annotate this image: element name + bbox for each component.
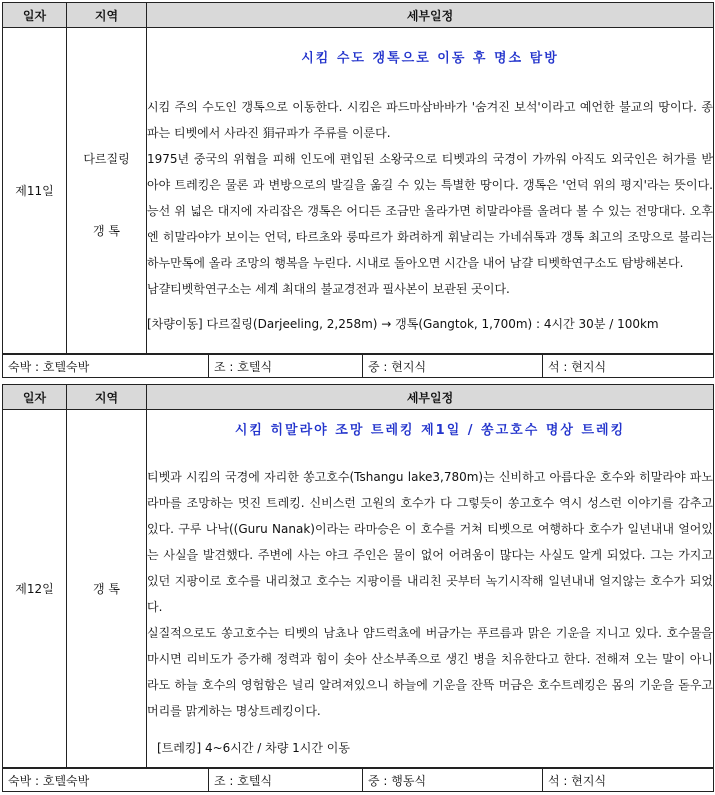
day-number: 제11일 bbox=[3, 28, 67, 354]
region-line: 다르질링 bbox=[83, 151, 130, 166]
header-region: 지역 bbox=[67, 385, 147, 410]
region-cell bbox=[67, 410, 147, 768]
meal-footer bbox=[2, 768, 714, 792]
breakfast-cell: 조 : 호텔식 bbox=[209, 355, 363, 378]
day-11-schedule bbox=[2, 2, 713, 378]
day-title: 시킴 히말라야 조망 트레킹 제1일 / 쏭고호수 명상 트레킹 bbox=[234, 422, 626, 438]
detail-cell bbox=[147, 28, 714, 354]
header-row bbox=[3, 385, 714, 410]
detail-paragraph: 남걀티벳학연구소는 세계 최대의 불교경전과 필사본이 보관된 곳이다. bbox=[147, 281, 510, 296]
schedule-table bbox=[2, 2, 714, 354]
dinner-cell: 석 : 현지식 bbox=[543, 769, 714, 792]
lunch-cell: 중 : 현지식 bbox=[363, 355, 543, 378]
header-detail: 세부일정 bbox=[147, 3, 714, 28]
detail-paragraph: 1975년 중국의 위협을 피해 인도에 편입된 소왕국으로 티벳과의 국경이 가까워 아직도 외국인은 허가를 받아야 트레킹은 물론 과 변방으로의 발길을 옮길 수 있는 특별한 땅이다. 갱톡은 '언덕 위의 평지'라는 뜻이다. 능선 위 넓은 대지에 자리잡은 갱톡은 어디든 조금만 올라가면 히말라야를 올려다 볼 수 있는 전망대다. 오후엔 히말라야가 보이는 언덕, 타르초와 룽따르가 화려하게 휘날리는 가네쉬톡과 갱톡 최고의 조망으로 불리는 하누만톡에 올라 조망의 행복을 누린다. 시내로 돌아오면 시간을 내어 남걀 티벳학연구소도 탐방해본다. bbox=[147, 151, 713, 270]
region-line: 갱 톡 bbox=[93, 223, 120, 238]
day-number: 제12일 bbox=[3, 410, 67, 768]
detail-paragraph: 실질적으로도 쏭고호수는 티벳의 남쵸나 얌드럭쵸에 버금가는 푸르름과 맑은 기운을 지니고 있다. 호수물을 마시면 리비도가 증가해 정력과 힘이 솟아 산소부족으로 생긴 병을 치유한다고 한다. 전해져 오는 말이 아니라도 하늘 호수의 영험함은 널리 알려져있으니 하늘에 기운을 잔뜩 머금은 호수트레킹은 몸의 기운을 돋우고 머리를 맑게하는 명상트레킹이다. bbox=[147, 625, 713, 718]
day-row bbox=[3, 410, 714, 768]
meal-footer bbox=[2, 354, 714, 378]
detail-paragraph: 시킴 주의 수도인 갱톡으로 이동한다. 시킴은 파드마삼바바가 '숨겨진 보석'이라고 예언한 불교의 땅이다. 종파는 티벳에서 사라진 狷규파가 주류를 이룬다. bbox=[147, 99, 713, 140]
lodging-cell: 숙박 : 호텔숙박 bbox=[3, 769, 209, 792]
schedule-table bbox=[2, 384, 714, 768]
day-row bbox=[3, 28, 714, 354]
header-detail: 세부일정 bbox=[147, 385, 714, 410]
header-date: 일자 bbox=[3, 3, 67, 28]
header-date: 일자 bbox=[3, 385, 67, 410]
region-cell bbox=[67, 28, 147, 354]
lunch-cell: 중 : 행동식 bbox=[363, 769, 543, 792]
region-line: 갱 톡 bbox=[93, 581, 120, 596]
detail-cell bbox=[147, 410, 714, 768]
header-row bbox=[3, 3, 714, 28]
breakfast-cell: 조 : 호텔식 bbox=[209, 769, 363, 792]
day-title: 시킴 수도 갱톡으로 이동 후 명소 탐방 bbox=[301, 50, 559, 66]
transport-info: [차량이동] 다르질링(Darjeeling, 2,258m) → 갱톡(Gangtok, 1,700m) : 4시간 30분 / 100km bbox=[147, 316, 659, 331]
day-12-schedule bbox=[2, 384, 713, 792]
dinner-cell: 석 : 현지식 bbox=[543, 355, 714, 378]
header-region: 지역 bbox=[67, 3, 147, 28]
lodging-cell: 숙박 : 호텔숙박 bbox=[3, 355, 209, 378]
detail-paragraph: 티벳과 시킴의 국경에 자리한 쏭고호수(Tshangu lake3,780m)는 신비하고 아름다운 호수와 히말라야 파노라마를 조망하는 멋진 트레킹. 신비스런 고원의 호수가 다 그렇듯이 쏭고호수 역시 성스런 이야기를 감추고 있다. 구루 나낙((Guru Nanak)이라는 라마승은 이 호수를 거쳐 티벳으로 여행하다 호수가 일년내내 얼어있는 사실을 발견했다. 주변에 사는 야크 주인은 물이 없어 어려움이 많다는 사실도 알게 되었다. 그는 가지고 있던 지팡이로 호수를 내리쳤고 호수는 지팡이를 내리친 곳부터 녹기시작해 일년내내 얼지않는 호수가 되었다. bbox=[147, 469, 713, 614]
transport-info: [트레킹] 4~6시간 / 차량 1시간 이동 bbox=[157, 740, 350, 755]
